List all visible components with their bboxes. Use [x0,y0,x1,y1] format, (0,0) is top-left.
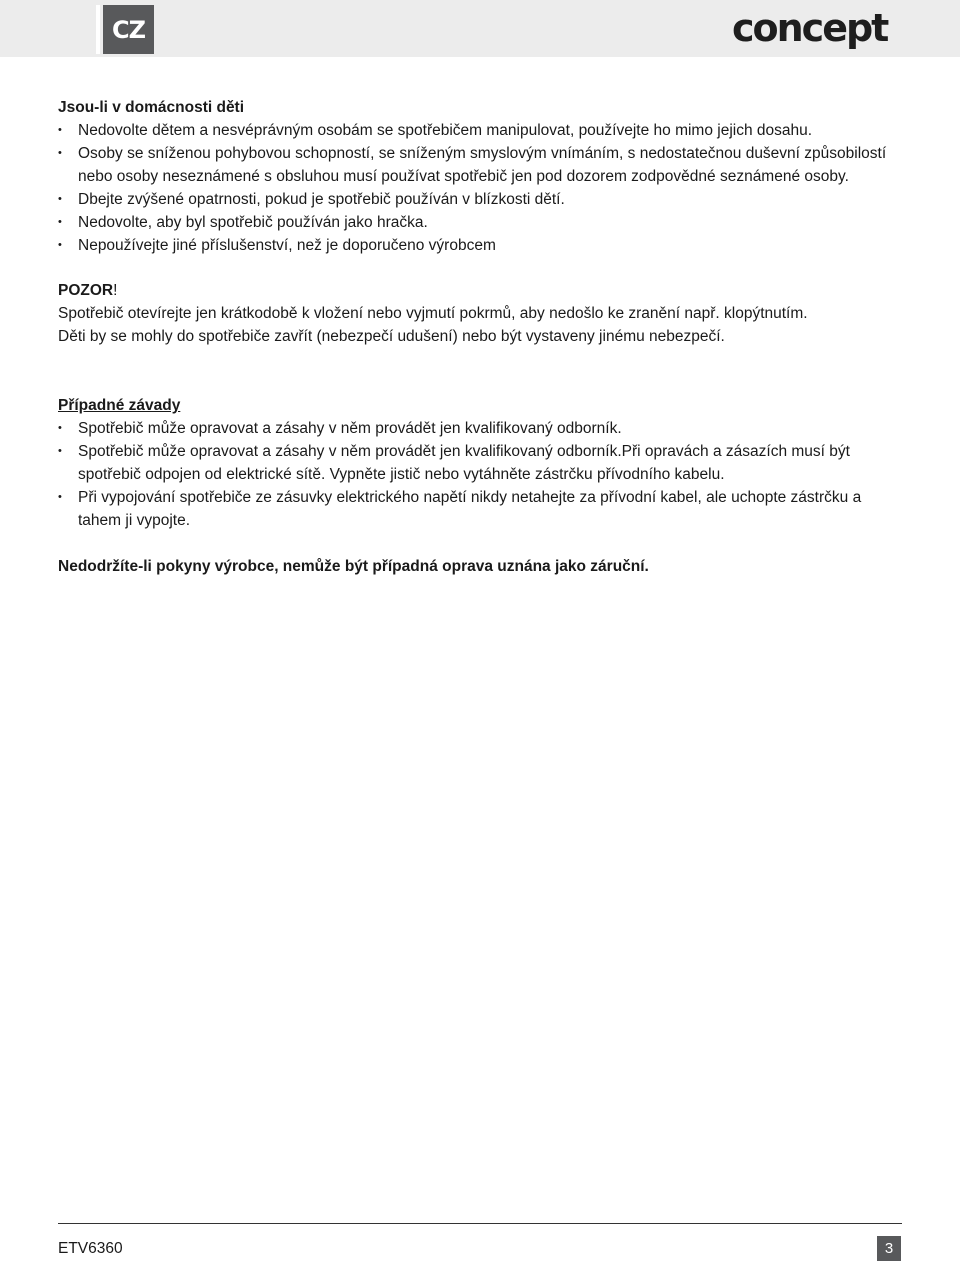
list-item: • Spotřebič může opravovat a zásahy v něm provádět jen kvalifikovaný odborník. [58,417,908,440]
header-divider [96,5,100,54]
page-number: 3 [877,1236,901,1261]
list-item: • Osoby se sníženou pohybovou schopností, se sníženým smyslovým vnímáním, s nedostatečnou duševní způsobilostí nebo osoby neseznámené s obsluhou musí používat spotřebič jen pod dozorem zodpovědné seznámené osoby. [58,142,908,188]
list-item: • Nepoužívejte jiné příslušenství, než je doporučeno výrobcem [58,234,908,257]
closing-note: Nedodržíte-li pokyny výrobce, nemůže být případná oprava uznána jako záruční. [58,558,649,575]
brand-logo: concept [732,6,888,50]
footer-divider [58,1223,902,1224]
section-children-title: Jsou-li v domácnosti děti [58,99,245,116]
list-item: • Nedovolte dětem a nesvéprávným osobám se spotřebičem manipulovat, používejte ho mimo jejich dosahu. [58,119,908,142]
list-item: • Spotřebič může opravovat a zásahy v něm provádět jen kvalifikovaný odborník.Při opravách a zásazích musí být spotřebič odpojen od elektrické sítě. Vypněte jistič nebo vytáhněte zástrčku přívodního kabelu. [58,440,908,486]
warning-heading [58,279,908,302]
page-content [58,96,908,578]
footer-model-number: ETV6360 [58,1240,123,1257]
list-item: • Dbejte zvýšené opatrnosti, pokud je spotřebič používán v blízkosti dětí. [58,188,908,211]
language-badge: CZ [103,5,154,54]
section-faults-title: Případné závady [58,397,181,414]
list-item: • Nedovolte, aby byl spotřebič používán jako hračka. [58,211,908,234]
warning-exclamation: ! [113,282,118,299]
section-faults-list [58,417,908,532]
warning-title: POZOR [58,282,114,299]
warning-line: Spotřebič otevírejte jen krátkodobě k vložení nebo vyjmutí pokrmů, aby nedošlo ke zranění např. klopýtnutím. [58,305,808,322]
warning-line: Děti by se mohly do spotřebiče zavřít (nebezpečí udušení) nebo být vystaveny jinému nebezpečí. [58,328,725,345]
section-children-list [58,119,908,257]
list-item: • Při vypojování spotřebiče ze zásuvky elektrického napětí nikdy netahejte za přívodní kabel, ale uchopte zástrčku a tahem ji vypojte. [58,486,908,532]
